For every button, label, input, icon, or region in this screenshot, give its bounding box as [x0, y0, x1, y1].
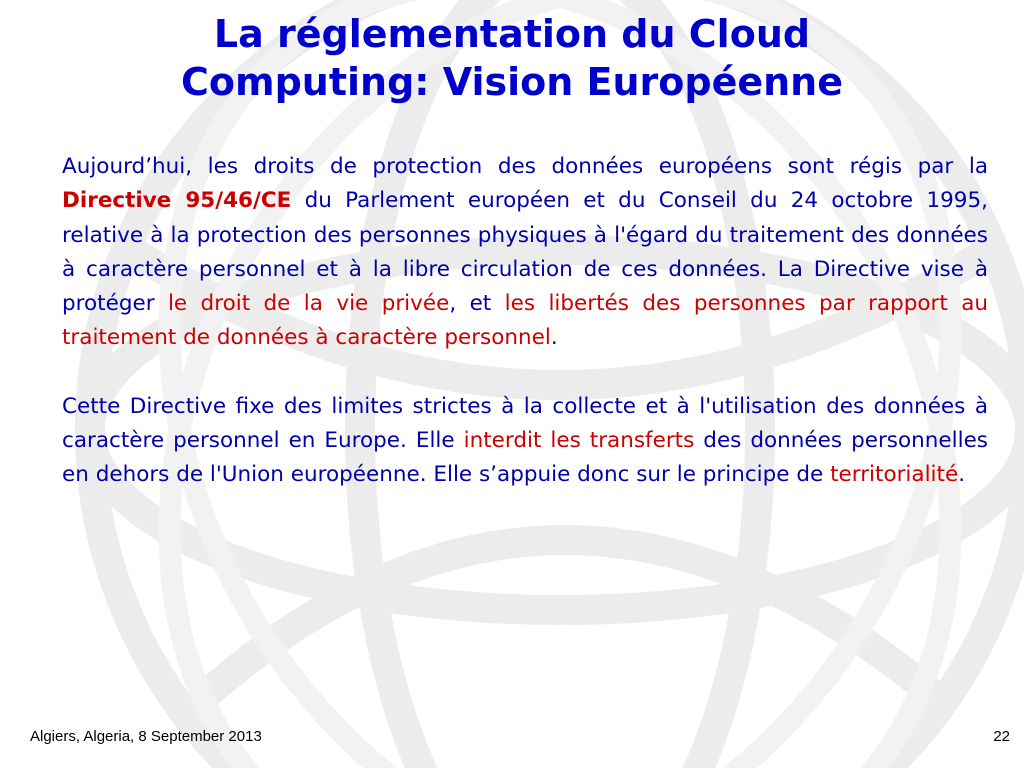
paragraph-2-text-2: des données personnelles en dehors de l'Union européenne. Elle s’appuie donc sur le principe de — [62, 428, 988, 488]
title-line-2: Computing: Vision Européenne — [181, 60, 843, 104]
highlight-transfers-ban: interdit les transferts — [463, 428, 695, 454]
highlight-privacy-right: le droit de la vie privée — [167, 291, 450, 317]
paragraph-1-text-4: . — [550, 325, 558, 351]
paragraph-1-text-3: , et — [449, 291, 505, 317]
highlight-territoriality: territorialité — [830, 462, 959, 488]
footer-location-date: Algiers, Algeria, 8 September 2013 — [30, 728, 262, 745]
slide-body — [62, 150, 988, 493]
paragraph-1-text-2: du Parlement européen et du Conseil du 24 octobre 1995, relative à la protection des personnes physiques à l'égard du traitement des données à caractère personnel et à la libre circulation de ces données. La Directive vise à protéger — [62, 188, 988, 317]
paragraph-2-text-1: Cette Directive fixe des limites strictes à la collecte et à l'utilisation des données à caractère personnel en Europe. Elle — [62, 393, 988, 454]
paragraph-1-text-1: Aujourd’hui, les droits de protection des données européens sont régis par la — [62, 154, 988, 179]
title-line-1: La réglementation du Cloud — [213, 12, 811, 56]
footer-page-number: 22 — [993, 728, 1010, 745]
paragraph-limits — [62, 390, 988, 493]
slide-title — [60, 10, 964, 106]
highlight-freedoms: les libertés des personnes par rapport au traitement de données à caractère personnel — [62, 291, 989, 351]
directive-reference: Directive 95/46/CE — [62, 188, 292, 214]
paragraph-2-text-3: . — [958, 462, 966, 488]
paragraph-directive — [62, 150, 988, 356]
